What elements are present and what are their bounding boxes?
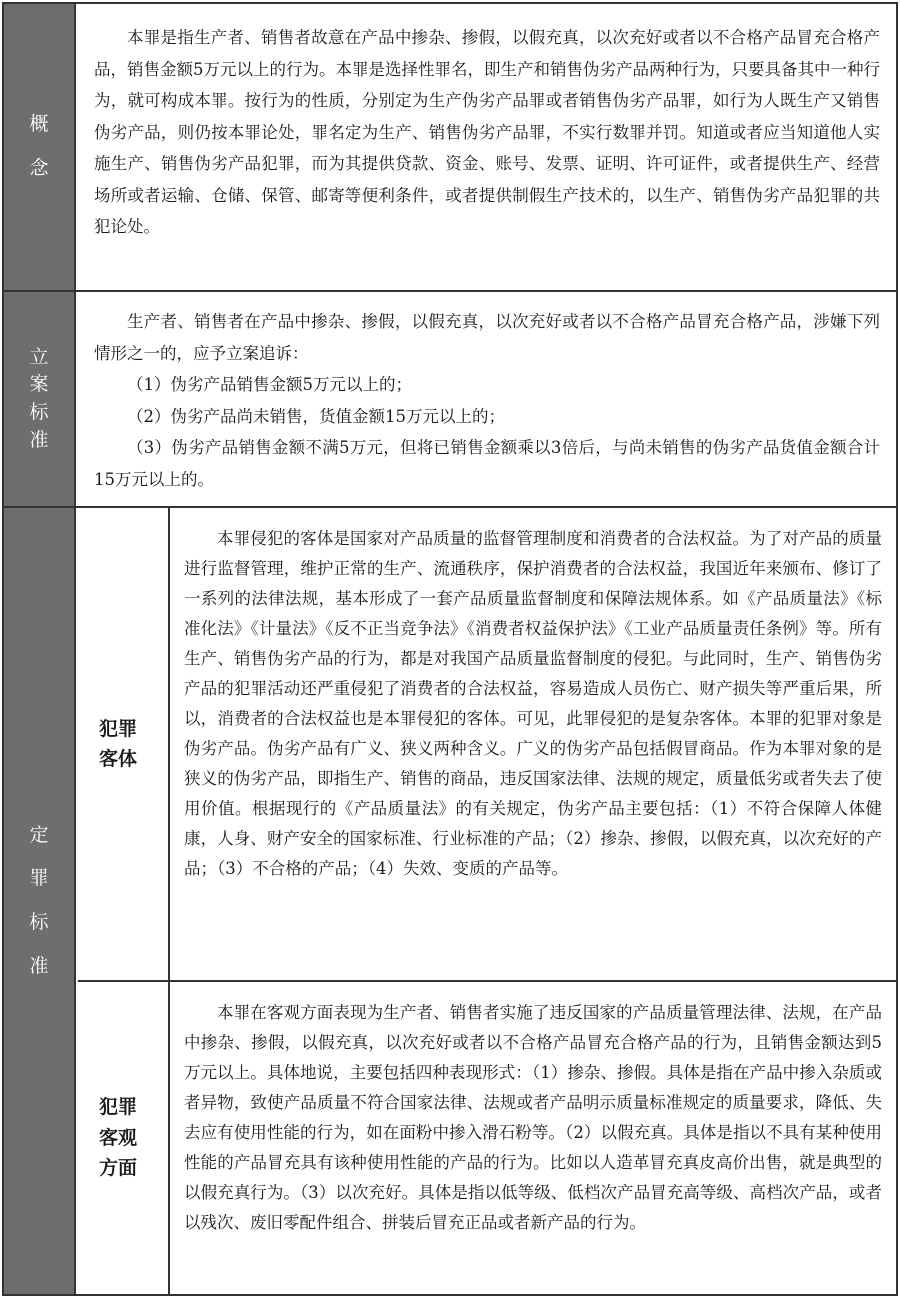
conviction-row	[4, 508, 896, 1294]
concept-content	[78, 4, 896, 290]
concept-row	[4, 4, 896, 292]
filing-row	[4, 292, 896, 508]
object-text: 本罪侵犯的客体是国家对产品质量的监督管理制度和消费者的合法权益。为了对产品的质量进行监督管理，维护正常的生产、流通秩序，保护消费者的合法权益，我国近年来颁布、修订了一系列的法律法规，基本形成了一套产品质量监督制度和保障法规体系。如《产品质量法》《标准化法》《计量法》《反不正当竞争法》《消费者权益保护法》《工业产品质量责任条例》等。所有生产、销售伪劣产品的行为，都是对我国产品质量监督制度的侵犯。与此同时，生产、销售伪劣产品的犯罪活动还严重侵犯了消费者的合法权益，容易造成人员伤亡、财产损失等严重后果，所以，消费者的合法权益也是本罪侵犯的客体。可见，此罪侵犯的是复杂客体。本罪的犯罪对象是伪劣产品。伪劣产品有广义、狭义两种含义。广义的伪劣产品包括假冒商品。作为本罪对象的是狭义的伪劣产品，即指生产、销售的商品，违反国家法律、法规的规定，质量低劣或者失去了使用价值。根据现行的《产品质量法》的有关规定，伪劣产品主要包括：（1）不符合保障人体健康，人身、财产安全的国家标准、行业标准的产品；（2）掺杂、掺假，以假充真，以次充好的产品；（3）不合格的产品；（4）失效、变质的产品等。	[184, 529, 882, 878]
concept-label: 概念	[29, 113, 49, 179]
filing-item-2: （2）伪劣产品尚未销售，货值金额15万元以上的；	[127, 406, 505, 426]
objective-text: 本罪在客观方面表现为生产者、销售者实施了违反国家的产品质量管理法律、法规，在产品中掺杂、掺假，以假充真，以次充好或者以不合格产品冒充合格产品的行为，且销售金额达到5万元以上。具体地说，主要包括四种表现形式：（1）掺杂、掺假。具体是指在产品中掺入杂质或者异物，致使产品质量不符合国家法律、法规或者产品明示质量标准规定的质量要求，降低、失去应有使用性能的行为，如在面粉中掺入滑石粉等。（2）以假充真。具体是指以不具有某种使用性能的产品冒充具有该种使用性能的产品的行为。比如以人造革冒充真皮高价出售，就是典型的以假充真行为。（3）以次充好。具体是指以低等级、低档次产品冒充高等级、高档次产品，或者以残次、废旧零配件组合、拼装后冒充正品或者新产品的行为。	[184, 1003, 882, 1232]
filing-label: 立案标准	[29, 345, 49, 451]
filing-content	[78, 292, 896, 506]
filing-item-3: （3）伪劣产品销售金额不满5万元，但将已销售金额乘以3倍后，与尚未销售的伪劣产品货值金额合计15万元以上的。	[94, 438, 880, 489]
object-content	[170, 508, 896, 980]
conviction-label-cell	[4, 508, 76, 1294]
filing-item-1: （1）伪劣产品销售金额5万元以上的；	[127, 375, 412, 394]
concept-label-cell	[4, 4, 76, 290]
concept-text: 本罪是指生产者、销售者故意在产品中掺杂、掺假，以假充真，以次充好或者以不合格产品冒充合格产品，销售金额5万元以上的行为。本罪是选择性罪名，即生产和销售伪劣产品两种行为，只要具备其中一种行为，就可构成本罪。按行为的性质，分别定为生产伪劣产品罪或者销售伪劣产品罪，如行为人既生产又销售伪劣产品，则仍按本罪论处，罪名定为生产、销售伪劣产品罪，不实行数罪并罚。知道或者应当知道他人实施生产、销售伪劣产品犯罪，而为其提供贷款、资金、账号、发票、证明、许可证件，或者提供生产、经营场所或者运输、仓储、保管、邮寄等便利条件，或者提供制假生产技术的，以生产、销售伪劣产品犯罪的共犯论处。	[94, 28, 880, 236]
filing-label-cell	[4, 292, 76, 506]
conviction-label: 定罪标准	[29, 823, 49, 977]
filing-intro: 生产者、销售者在产品中掺杂、掺假，以假充真，以次充好或者以不合格产品冒充合格产品，涉嫌下列情形之一的，应予立案追诉：	[94, 312, 880, 363]
object-label: 犯罪客体	[99, 717, 138, 770]
objective-label-cell	[78, 982, 170, 1294]
objective-content	[170, 982, 896, 1294]
object-label-cell	[78, 508, 170, 980]
legal-table	[2, 2, 898, 1296]
objective-label: 犯罪客观方面	[99, 1096, 138, 1180]
